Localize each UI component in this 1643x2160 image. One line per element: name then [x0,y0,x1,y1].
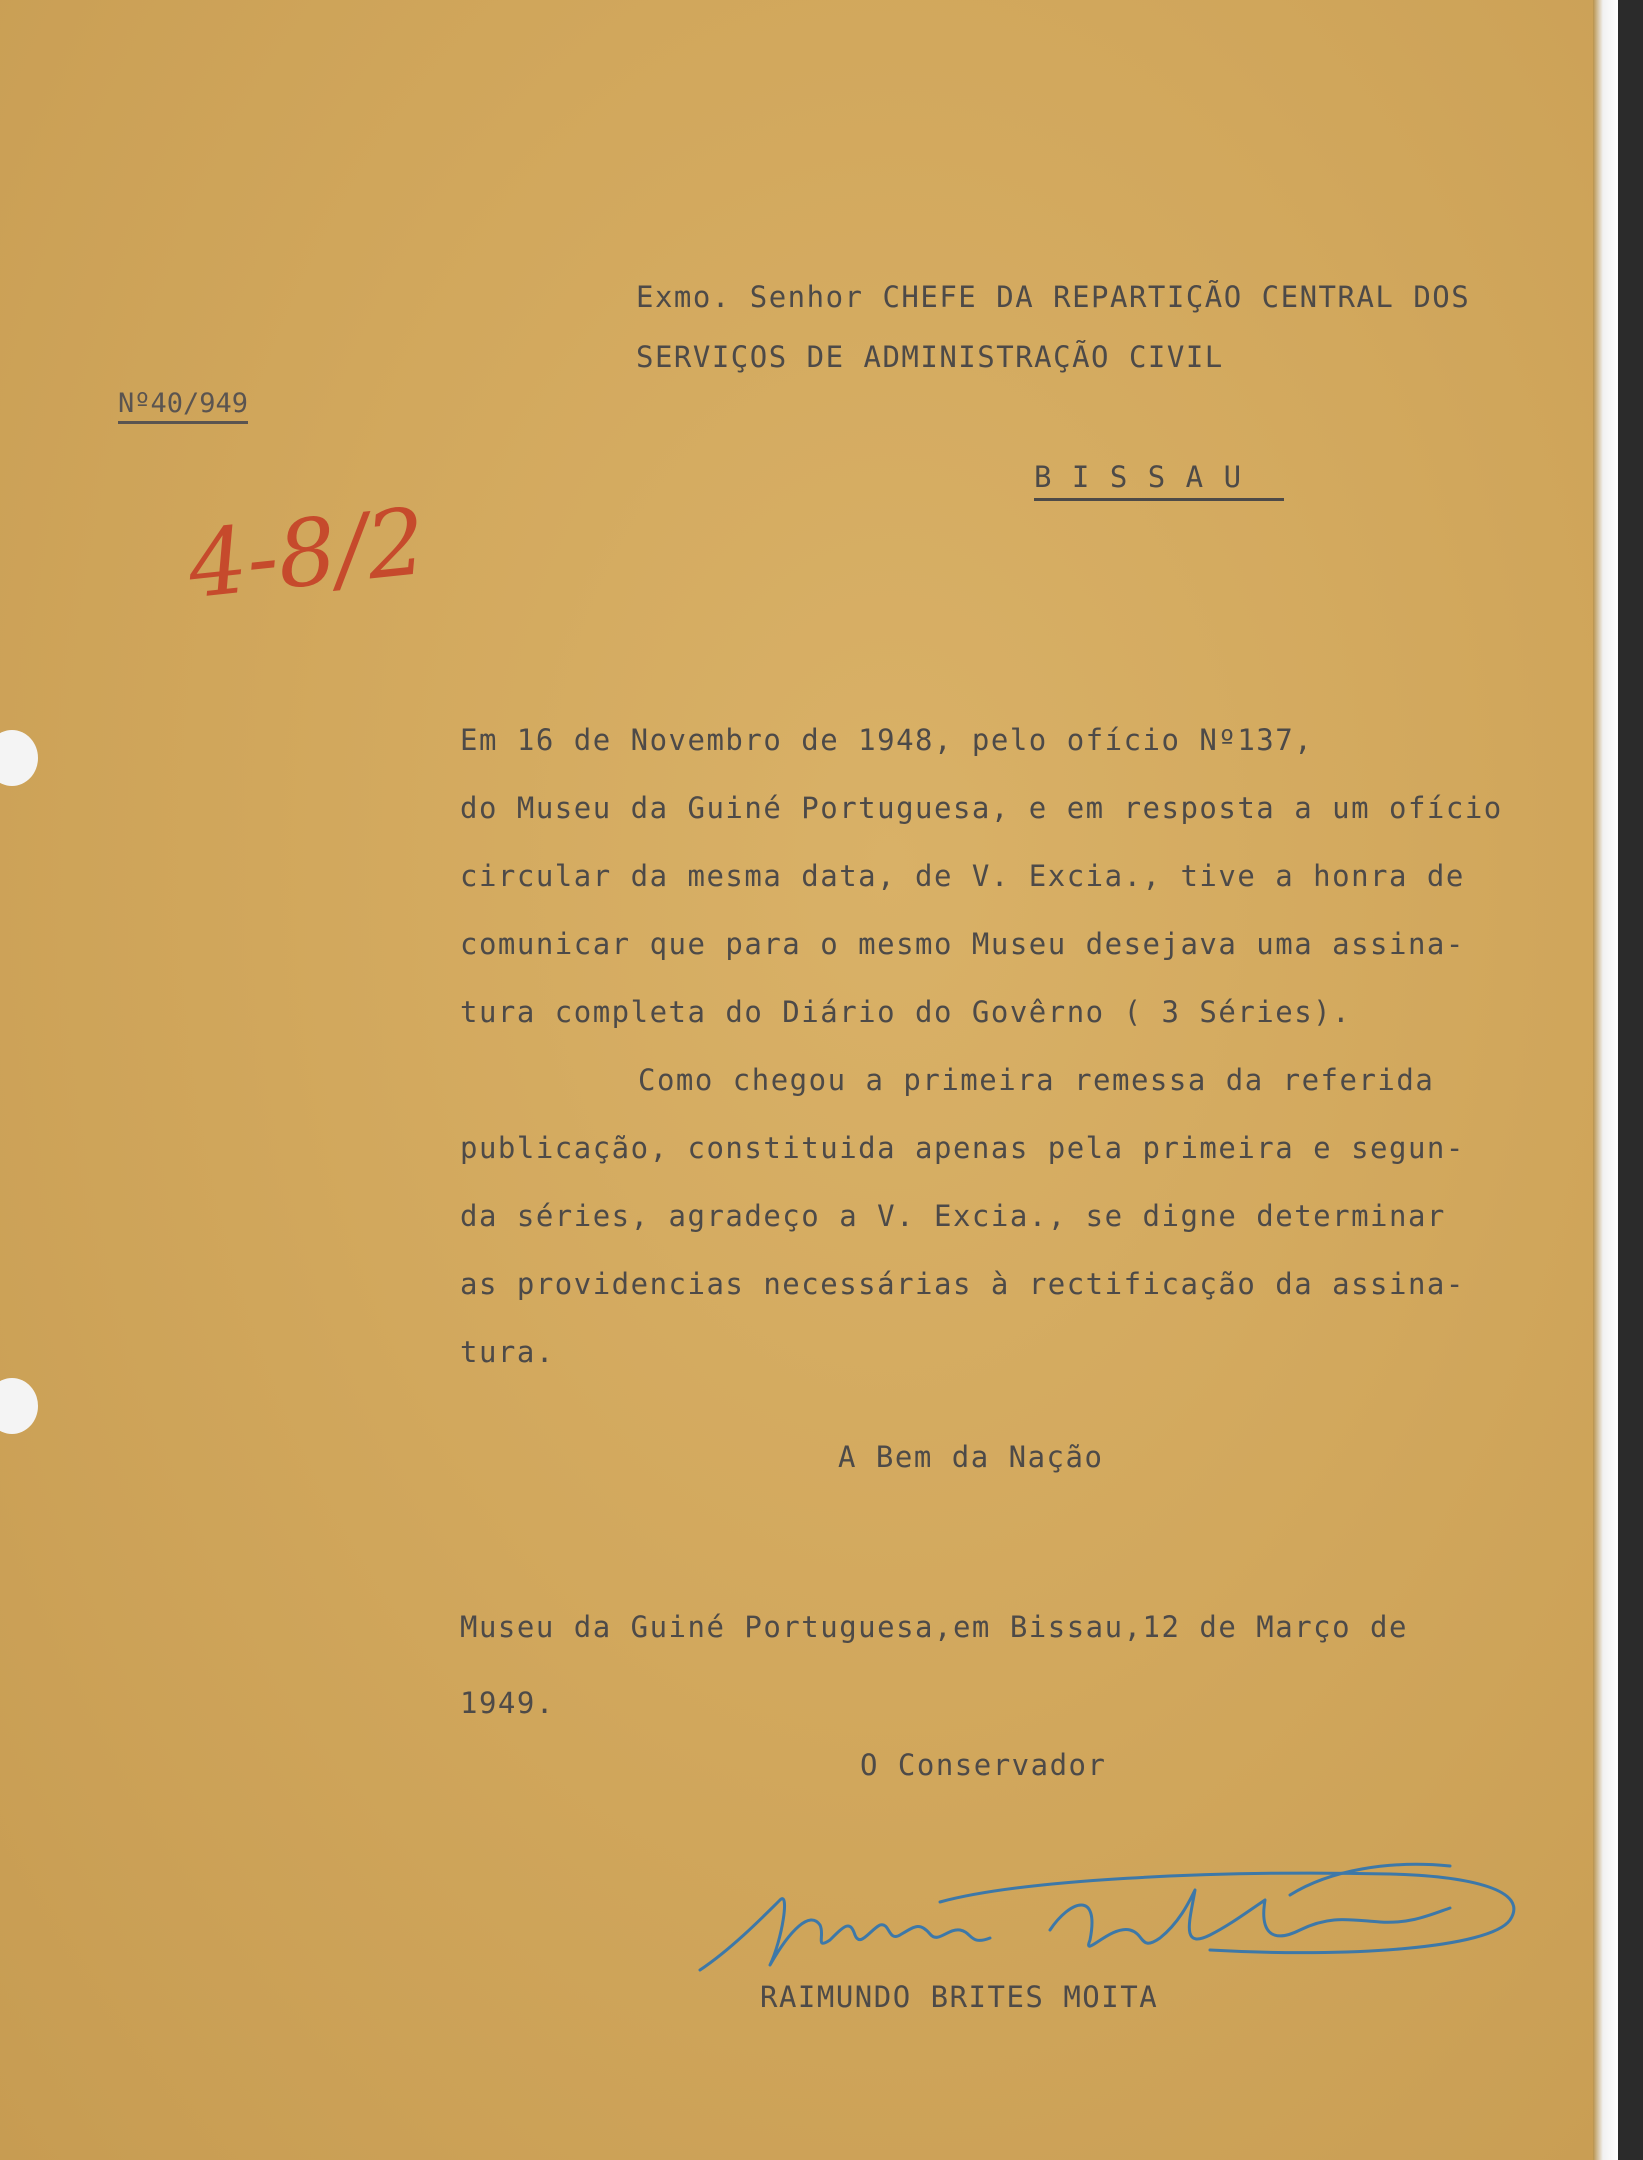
paragraph-1-line-5: tura completa do Diário do Govêrno ( 3 Séries). [460,995,1352,1029]
paragraph-2-line-1: Como chegou a primeira remessa da referida [638,1063,1435,1097]
paragraph-2-line-5: tura. [460,1335,555,1369]
paragraph-1-line-4: comunicar que para o mesmo Museu desejava uma assina- [460,927,1465,961]
paragraph-1-line-1: Em 16 de Novembro de 1948, pelo ofício Nº137, [460,723,1314,757]
place-date-line-1: Museu da Guiné Portuguesa,em Bissau,12 de Março de [460,1610,1408,1644]
reference-number: Nº40/949 [118,388,248,424]
paragraph-1-line-2: do Museu da Guiné Portuguesa, e em resposta a um ofício [460,791,1503,825]
punch-hole-bottom [0,1378,38,1434]
handwritten-code: 4-8/2 [183,487,431,620]
addressee-line-1: Exmo. Senhor CHEFE DA REPARTIÇÃO CENTRAL DOS [636,280,1471,314]
punch-hole-top [0,730,38,786]
city-heading: B I S S A U [1034,460,1284,501]
paragraph-2-line-4: as providencias necessárias à rectificação da assina- [460,1267,1465,1301]
signatory-title: O Conservador [860,1748,1107,1782]
paragraph-1-line-3: circular da mesma data, de V. Excia., tive a honra de [460,859,1465,893]
handwritten-signature [690,1830,1540,1990]
place-date-line-2: 1949. [460,1686,555,1720]
closing-salutation: A Bem da Nação [838,1440,1104,1474]
addressee-line-2: SERVIÇOS DE ADMINISTRAÇÃO CIVIL [636,340,1224,374]
page-edge [1593,0,1618,2160]
paragraph-2-line-3: da séries, agradeço a V. Excia., se digne determinar [460,1199,1446,1233]
paragraph-2-line-2: publicação, constituida apenas pela primeira e segun- [460,1131,1465,1165]
signatory-name: RAIMUNDO BRITES MOITA [760,1980,1159,2014]
